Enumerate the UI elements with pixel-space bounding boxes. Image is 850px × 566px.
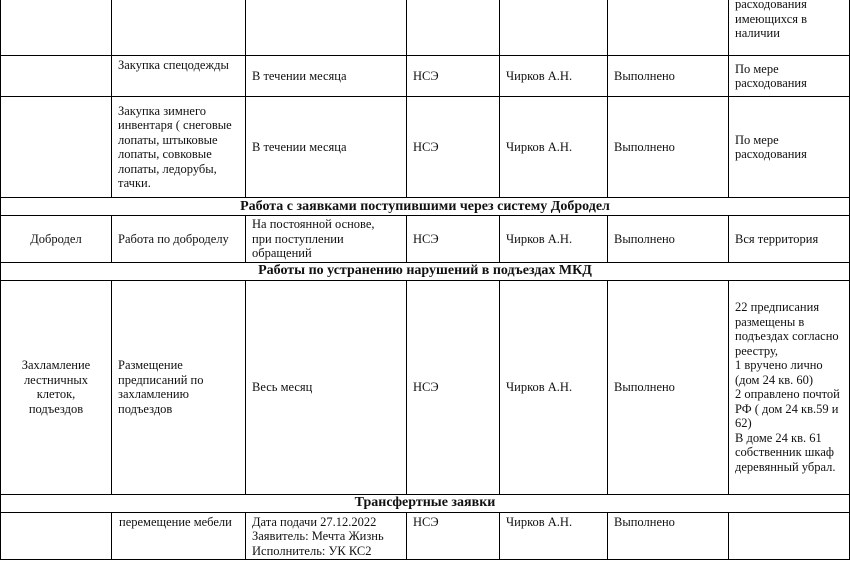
cell-notes: По мере расходования (729, 56, 850, 97)
section-header-row (1, 494, 850, 512)
table-row (1, 216, 850, 263)
cell-category: Добродел (1, 216, 112, 263)
cell-status: Выполнено (608, 56, 729, 97)
cell-status: Выполнено (608, 280, 729, 494)
cell-dept: НСЭ (407, 216, 500, 263)
cell-category (1, 97, 112, 198)
section-header-row (1, 198, 850, 216)
cell-task: Размещение предписаний по захламлению подъездов (112, 280, 246, 494)
table-row (1, 512, 850, 560)
cell-category (1, 56, 112, 97)
cell-task: Работа по доброделу (112, 216, 246, 263)
cell-term: На постоянной основе, при поступлении обращений (246, 216, 407, 263)
cell-person: Чирков А.Н. (500, 512, 608, 560)
cell-term: В течении месяца (246, 56, 407, 97)
cell-task (112, 0, 246, 56)
section-title-dobrodel: Работа с заявками поступившими через систему Добродел (1, 198, 850, 216)
cell-category (1, 0, 112, 56)
table-row (1, 0, 850, 56)
cell-dept: НСЭ (407, 280, 500, 494)
cell-task: перемещение мебели (112, 512, 246, 560)
cell-person: Чирков А.Н. (500, 97, 608, 198)
section-header-row (1, 262, 850, 280)
cell-status: Выполнено (608, 216, 729, 263)
cell-dept: НСЭ (407, 97, 500, 198)
cell-task: Закупка спецодежды (112, 56, 246, 97)
section-title-mkd: Работы по устранению нарушений в подъездах МКД (1, 262, 850, 280)
table-row (1, 97, 850, 198)
cell-term: Весь месяц (246, 280, 407, 494)
cell-dept: НСЭ (407, 512, 500, 560)
cell-notes: По мере расходования (729, 97, 850, 198)
table-row (1, 56, 850, 97)
cell-person: Чирков А.Н. (500, 56, 608, 97)
cell-status: Выполнено (608, 97, 729, 198)
cell-dept (407, 0, 500, 56)
cell-person: Чирков А.Н. (500, 216, 608, 263)
cell-category: Захламление лестничных клеток, подъездов (1, 280, 112, 494)
cell-term: В течении месяца (246, 97, 407, 198)
cell-term: Дата подачи 27.12.2022 Заявитель: Мечта Жизнь Исполнитель: УК КС2 (246, 512, 407, 560)
cell-category (1, 512, 112, 560)
section-title-transfer: Трансфертные заявки (1, 494, 850, 512)
cell-term (246, 0, 407, 56)
cell-status (608, 0, 729, 56)
cell-notes: Вся территория (729, 216, 850, 263)
cell-task: Закупка зимнего инвентаря ( снеговые лопаты, штыковые лопаты, совковые лопаты, ледорубы, тачки. (112, 97, 246, 198)
cell-notes: расходования имеющихся в наличии (729, 0, 850, 56)
cell-person (500, 0, 608, 56)
cell-person: Чирков А.Н. (500, 280, 608, 494)
cell-notes (729, 512, 850, 560)
cell-status: Выполнено (608, 512, 729, 560)
table-row (1, 280, 850, 494)
cell-notes: 22 предписания размещены в подъездах согласно реестру, 1 вручено лично (дом 24 кв. 60) 2 оправлено почтой РФ ( дом 24 кв.59 и 62) В доме 24 кв. 61 собственник шкаф деревянный убрал. (729, 280, 850, 494)
cell-dept: НСЭ (407, 56, 500, 97)
